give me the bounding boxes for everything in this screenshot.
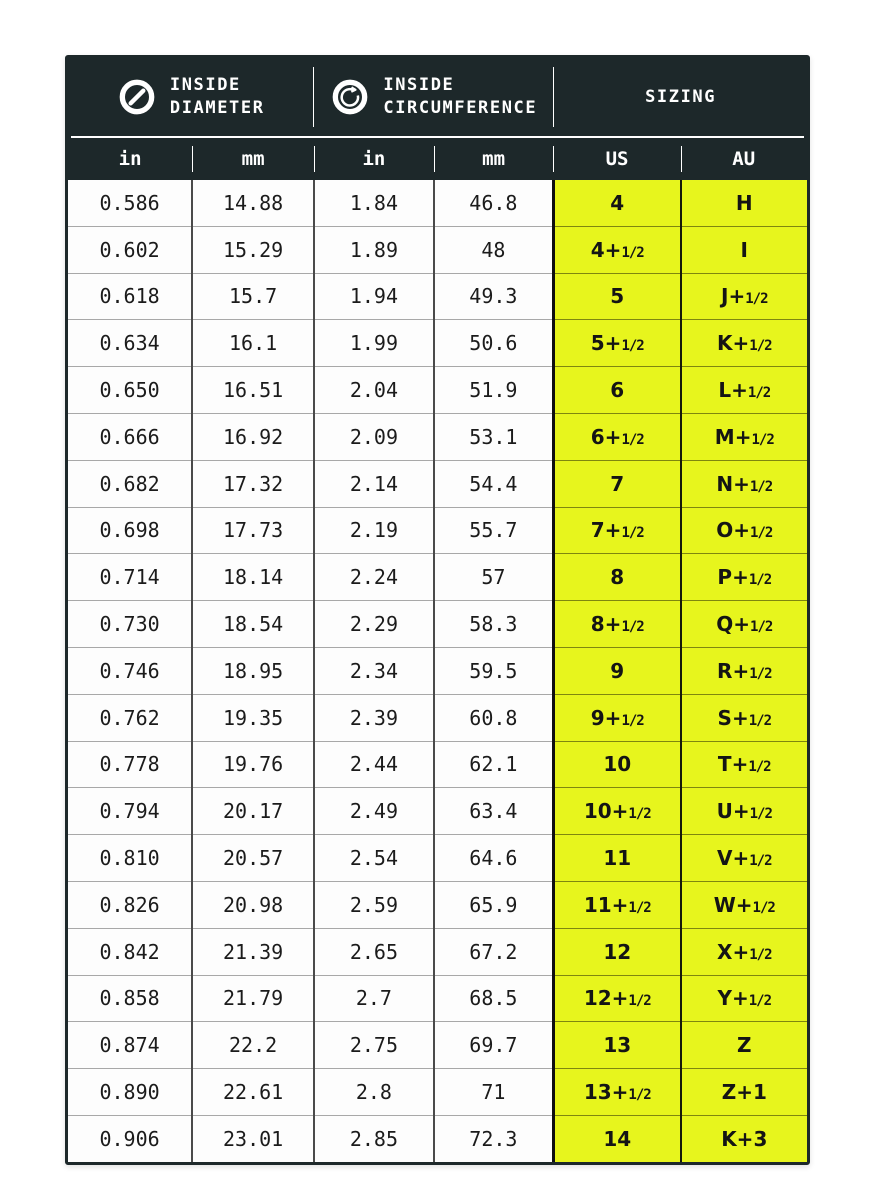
diameter-mm-cell: 16.1 (192, 320, 314, 367)
column-header-row (68, 138, 807, 180)
circumference-mm-cell: 71 (434, 1069, 554, 1116)
half-fraction: 1/2 (621, 431, 644, 448)
us-size-cell: 5+1/2 (553, 320, 680, 367)
circumference-in-cell: 1.89 (314, 226, 434, 273)
circumference-in-cell: 1.94 (314, 273, 434, 320)
au-size-cell: Z+1 (681, 1069, 807, 1116)
us-size-cell: 11 (553, 835, 680, 882)
circumference-mm-cell: 58.3 (434, 601, 554, 648)
half-fraction: 1/2 (750, 525, 773, 542)
table-row (68, 1069, 807, 1116)
us-size-cell: 9 (553, 647, 680, 694)
diameter-mm-cell: 16.92 (192, 413, 314, 460)
table-row (68, 788, 807, 835)
diameter-in-cell: 0.778 (68, 741, 192, 788)
half-fraction: 1/2 (748, 572, 772, 589)
circumference-in-cell: 2.34 (314, 647, 434, 694)
diameter-mm-cell: 20.98 (192, 881, 314, 928)
half-fraction: 1/2 (628, 1087, 651, 1104)
diameter-in-cell: 0.650 (68, 367, 192, 414)
table-row (68, 507, 807, 554)
diameter-in-cell: 0.874 (68, 1022, 192, 1069)
us-size-cell: 13+1/2 (553, 1069, 680, 1116)
column-header-diameter-in: in (118, 148, 142, 170)
au-size-cell: Q+1/2 (681, 601, 807, 648)
column-header-diameter-mm: mm (192, 138, 314, 180)
diameter-mm-cell: 18.95 (192, 647, 314, 694)
diameter-in-cell: 0.826 (68, 881, 192, 928)
table-body (68, 180, 807, 1162)
table-row (68, 226, 807, 273)
au-size-cell: I (681, 226, 807, 273)
us-size-cell: 10 (553, 741, 680, 788)
table-row (68, 881, 807, 928)
half-fraction: 1/2 (749, 806, 772, 823)
table-row (68, 460, 807, 507)
diameter-mm-cell: 21.39 (192, 928, 314, 975)
au-size-cell: K+3 (681, 1115, 807, 1161)
half-fraction: 1/2 (748, 993, 772, 1010)
circumference-in-cell: 2.65 (314, 928, 434, 975)
us-size-cell: 8+1/2 (553, 601, 680, 648)
diameter-mm-cell: 17.32 (192, 460, 314, 507)
diameter-mm-cell: 15.29 (192, 226, 314, 273)
half-fraction: 1/2 (621, 338, 644, 355)
half-fraction: 1/2 (621, 244, 644, 261)
diameter-in-cell: 0.714 (68, 554, 192, 601)
half-fraction: 1/2 (749, 665, 772, 682)
circumference-mm-cell: 60.8 (434, 694, 554, 741)
circumference-mm-cell: 64.6 (434, 835, 554, 882)
header-group-sizing (554, 58, 807, 136)
half-fraction: 1/2 (750, 619, 773, 636)
table-row (68, 835, 807, 882)
circumference-mm-cell: 63.4 (434, 788, 554, 835)
circumference-in-cell: 2.09 (314, 413, 434, 460)
circumference-mm-cell: 62.1 (434, 741, 554, 788)
us-size-cell: 13 (553, 1022, 680, 1069)
diameter-in-cell: 0.730 (68, 601, 192, 648)
diameter-mm-cell: 16.51 (192, 367, 314, 414)
half-fraction: 1/2 (748, 712, 772, 729)
au-size-cell: O+1/2 (681, 507, 807, 554)
half-fraction: 1/2 (621, 525, 644, 542)
column-header-us: US (553, 138, 680, 180)
diameter-in-cell: 0.586 (68, 180, 192, 226)
au-size-cell: N+1/2 (681, 460, 807, 507)
circumference-icon (330, 77, 370, 117)
header-group-inside-diameter (68, 58, 313, 136)
circumference-mm-cell: 59.5 (434, 647, 554, 694)
diameter-mm-cell: 17.73 (192, 507, 314, 554)
table-row (68, 975, 807, 1022)
diameter-in-cell: 0.746 (68, 647, 192, 694)
diameter-in-cell: 0.634 (68, 320, 192, 367)
table-row (68, 1022, 807, 1069)
diameter-mm-cell: 19.35 (192, 694, 314, 741)
table-row (68, 694, 807, 741)
diameter-in-cell: 0.890 (68, 1069, 192, 1116)
circumference-in-cell: 2.85 (314, 1115, 434, 1161)
diameter-mm-cell: 19.76 (192, 741, 314, 788)
half-fraction: 1/2 (747, 385, 771, 402)
ring-sizing-chart (65, 55, 810, 1165)
diameter-mm-cell: 20.57 (192, 835, 314, 882)
header-group-inside-circumference (314, 58, 553, 136)
inside-circumference-label: INSIDE CIRCUMFERENCE (383, 75, 538, 118)
circumference-in-cell: 1.99 (314, 320, 434, 367)
table-row (68, 647, 807, 694)
us-size-cell: 7+1/2 (553, 507, 680, 554)
half-fraction: 1/2 (745, 291, 768, 308)
au-size-cell: X+1/2 (681, 928, 807, 975)
circumference-in-cell: 2.14 (314, 460, 434, 507)
circumference-in-cell: 2.54 (314, 835, 434, 882)
diameter-mm-cell: 22.2 (192, 1022, 314, 1069)
half-fraction: 1/2 (748, 759, 771, 776)
half-fraction: 1/2 (749, 478, 773, 495)
circumference-in-cell: 2.19 (314, 507, 434, 554)
diameter-in-cell: 0.762 (68, 694, 192, 741)
column-header-circumference-mm: mm (434, 138, 554, 180)
circumference-mm-cell: 51.9 (434, 367, 554, 414)
au-size-cell: M+1/2 (681, 413, 807, 460)
table-row (68, 320, 807, 367)
half-fraction: 1/2 (628, 993, 651, 1010)
circumference-in-cell: 2.29 (314, 601, 434, 648)
half-fraction: 1/2 (749, 946, 772, 963)
circumference-mm-cell: 50.6 (434, 320, 554, 367)
au-size-cell: H (681, 180, 807, 226)
diameter-mm-cell: 20.17 (192, 788, 314, 835)
diameter-in-cell: 0.602 (68, 226, 192, 273)
au-size-cell: Z (681, 1022, 807, 1069)
circumference-mm-cell: 57 (434, 554, 554, 601)
us-size-cell: 12+1/2 (553, 975, 680, 1022)
us-size-cell: 7 (553, 460, 680, 507)
us-size-cell: 10+1/2 (553, 788, 680, 835)
half-fraction: 1/2 (751, 431, 774, 448)
circumference-in-cell: 2.75 (314, 1022, 434, 1069)
circumference-mm-cell: 69.7 (434, 1022, 554, 1069)
half-fraction: 1/2 (749, 853, 772, 870)
circumference-in-cell: 2.44 (314, 741, 434, 788)
circumference-mm-cell: 68.5 (434, 975, 554, 1022)
diameter-in-cell: 0.858 (68, 975, 192, 1022)
table-row (68, 367, 807, 414)
us-size-cell: 12 (553, 928, 680, 975)
circumference-in-cell: 2.39 (314, 694, 434, 741)
au-size-cell: T+1/2 (681, 741, 807, 788)
diameter-icon (117, 77, 157, 117)
diameter-mm-cell: 15.7 (192, 273, 314, 320)
circumference-mm-cell: 65.9 (434, 881, 554, 928)
sizing-label: SIZING (645, 87, 717, 107)
au-size-cell: W+1/2 (681, 881, 807, 928)
circumference-in-cell: 2.49 (314, 788, 434, 835)
half-fraction: 1/2 (621, 712, 644, 729)
table-row (68, 1115, 807, 1161)
diameter-in-cell: 0.618 (68, 273, 192, 320)
circumference-mm-cell: 55.7 (434, 507, 554, 554)
diameter-mm-cell: 14.88 (192, 180, 314, 226)
table-header (68, 58, 807, 180)
table-row (68, 741, 807, 788)
diameter-mm-cell: 21.79 (192, 975, 314, 1022)
half-fraction: 1/2 (628, 806, 651, 823)
table-row (68, 601, 807, 648)
au-size-cell: U+1/2 (681, 788, 807, 835)
circumference-in-cell: 2.59 (314, 881, 434, 928)
us-size-cell: 11+1/2 (553, 881, 680, 928)
au-size-cell: K+1/2 (681, 320, 807, 367)
us-size-cell: 4 (553, 180, 680, 226)
au-size-cell: V+1/2 (681, 835, 807, 882)
half-fraction: 1/2 (752, 899, 775, 916)
circumference-mm-cell: 46.8 (434, 180, 554, 226)
diameter-mm-cell: 23.01 (192, 1115, 314, 1161)
circumference-in-cell: 1.84 (314, 180, 434, 226)
diameter-in-cell: 0.794 (68, 788, 192, 835)
us-size-cell: 6 (553, 367, 680, 414)
header-group-row (68, 58, 807, 136)
diameter-in-cell: 0.698 (68, 507, 192, 554)
diameter-in-cell: 0.810 (68, 835, 192, 882)
us-size-cell: 8 (553, 554, 680, 601)
au-size-cell: L+1/2 (681, 367, 807, 414)
diameter-mm-cell: 18.54 (192, 601, 314, 648)
us-size-cell: 4+1/2 (553, 226, 680, 273)
circumference-in-cell: 2.7 (314, 975, 434, 1022)
circumference-mm-cell: 72.3 (434, 1115, 554, 1161)
circumference-mm-cell: 67.2 (434, 928, 554, 975)
diameter-in-cell: 0.842 (68, 928, 192, 975)
au-size-cell: J+1/2 (681, 273, 807, 320)
circumference-mm-cell: 53.1 (434, 413, 554, 460)
diameter-mm-cell: 22.61 (192, 1069, 314, 1116)
au-size-cell: Y+1/2 (681, 975, 807, 1022)
diameter-in-cell: 0.906 (68, 1115, 192, 1161)
column-header-circumference-in: in (314, 138, 434, 180)
table-row (68, 413, 807, 460)
circumference-in-cell: 2.8 (314, 1069, 434, 1116)
half-fraction: 1/2 (628, 899, 651, 916)
inside-diameter-label: INSIDE DIAMETER (169, 75, 265, 118)
circumference-mm-cell: 48 (434, 226, 554, 273)
column-header-au: AU (681, 138, 807, 180)
circumference-in-cell: 2.24 (314, 554, 434, 601)
us-size-cell: 5 (553, 273, 680, 320)
us-size-cell: 14 (553, 1115, 680, 1161)
half-fraction: 1/2 (749, 338, 772, 355)
au-size-cell: R+1/2 (681, 647, 807, 694)
table-row (68, 928, 807, 975)
diameter-in-cell: 0.666 (68, 413, 192, 460)
us-size-cell: 6+1/2 (553, 413, 680, 460)
diameter-mm-cell: 18.14 (192, 554, 314, 601)
table-row (68, 273, 807, 320)
diameter-in-cell: 0.682 (68, 460, 192, 507)
table-row (68, 180, 807, 226)
sizing-table (68, 180, 807, 1162)
table-row (68, 554, 807, 601)
half-fraction: 1/2 (621, 619, 644, 636)
circumference-mm-cell: 49.3 (434, 273, 554, 320)
circumference-in-cell: 2.04 (314, 367, 434, 414)
us-size-cell: 9+1/2 (553, 694, 680, 741)
au-size-cell: P+1/2 (681, 554, 807, 601)
circumference-mm-cell: 54.4 (434, 460, 554, 507)
au-size-cell: S+1/2 (681, 694, 807, 741)
